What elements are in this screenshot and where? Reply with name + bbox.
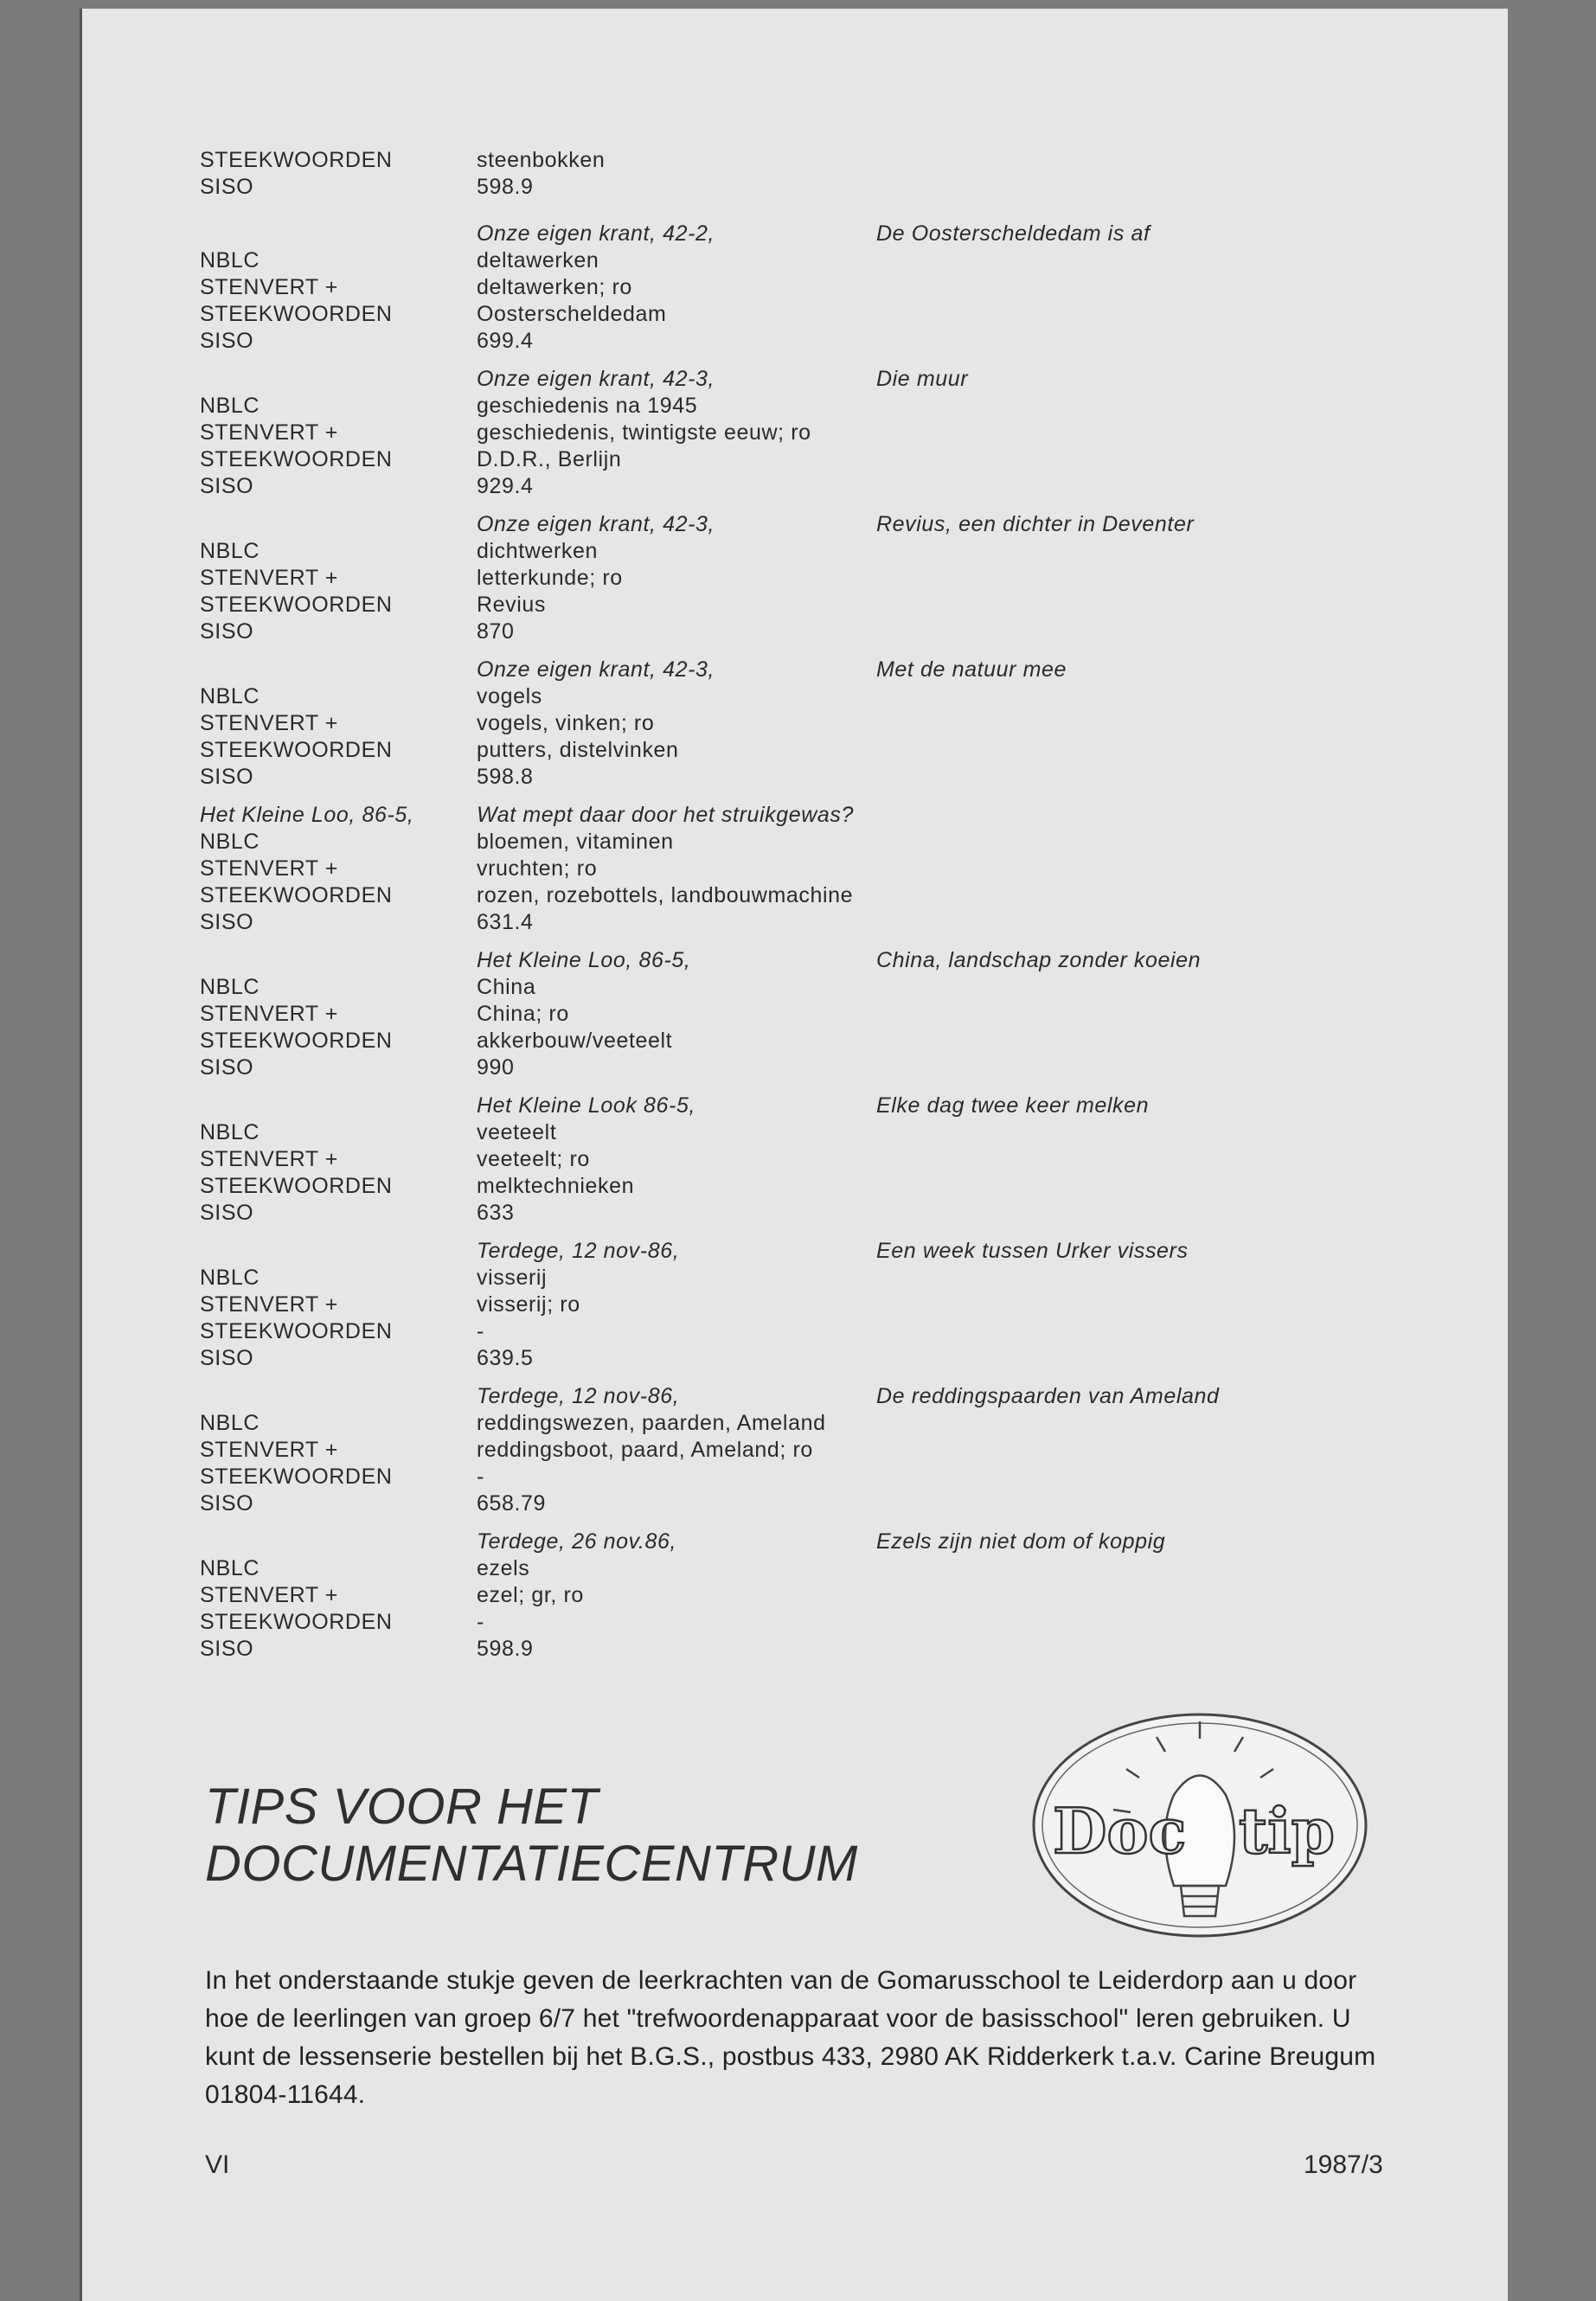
label-stenvert: STENVERT + <box>200 1002 338 1026</box>
article-title: De Oosterscheldedam is af <box>876 221 1151 246</box>
value-steekwoorden: rozen, rozebottels, landbouwmachine <box>477 883 854 907</box>
label-nblc: NBLC <box>200 684 260 708</box>
document-page <box>80 9 1508 2301</box>
value-steekwoorden: D.D.R., Berlijn <box>477 447 622 471</box>
value-nblc: veeteelt <box>477 1120 557 1144</box>
article-title: Elke dag twee keer melken <box>876 1093 1150 1118</box>
value-nblc: reddingswezen, paarden, Ameland <box>477 1411 826 1435</box>
value-stenvert: visserij; ro <box>477 1292 580 1317</box>
label-siso: SISO <box>200 329 254 353</box>
value-nblc: vogels <box>477 684 542 708</box>
source: Onze eigen krant, 42-3, <box>477 512 715 536</box>
source: Het Kleine Loo, 86-5, <box>477 948 691 972</box>
value-steekwoorden: akkerbouw/veeteelt <box>477 1029 673 1053</box>
label-steekwoorden: STEEKWOORDEN <box>200 1029 393 1053</box>
article-title: Een week tussen Urker vissers <box>876 1239 1189 1263</box>
label-siso: SISO <box>200 765 254 789</box>
article-title: Revius, een dichter in Deventer <box>876 512 1195 536</box>
heading-line-2: DOCUMENTATIECENTRUM <box>205 1836 858 1892</box>
value-siso: 598.9 <box>477 175 534 199</box>
source: Terdege, 12 nov-86, <box>477 1239 680 1263</box>
label-siso: SISO <box>200 1055 254 1080</box>
value-nblc: deltawerken <box>477 248 599 272</box>
doc-tip-logo <box>1027 1704 1373 1946</box>
value-stenvert: vruchten; ro <box>477 856 598 881</box>
source: Wat mept daar door het struikgewas? <box>477 803 855 827</box>
value-stenvert: reddingsboot, paard, Ameland; ro <box>477 1438 813 1462</box>
value-steekwoorden: steenbokken <box>477 148 606 172</box>
label-siso: SISO <box>200 474 254 498</box>
value-siso: 990 <box>477 1055 515 1080</box>
source: Terdege, 26 nov.86, <box>477 1529 677 1554</box>
label-steekwoorden: STEEKWOORDEN <box>200 1465 393 1489</box>
label-stenvert: STENVERT + <box>200 856 338 881</box>
value-stenvert: ezel; gr, ro <box>477 1583 584 1607</box>
label-steekwoorden: STEEKWOORDEN <box>200 738 393 762</box>
logo-text-left: Doc <box>1053 1794 1187 1868</box>
label-nblc: NBLC <box>200 394 260 418</box>
source: Onze eigen krant, 42-3, <box>477 367 715 391</box>
label-steekwoorden: STEEKWOORDEN <box>200 1610 393 1634</box>
label-stenvert: STENVERT + <box>200 711 338 735</box>
value-nblc: geschiedenis na 1945 <box>477 394 698 418</box>
label-nblc: NBLC <box>200 1556 260 1580</box>
value-nblc: visserij <box>477 1266 548 1290</box>
value-siso: 631.4 <box>477 910 534 934</box>
value-siso: 633 <box>477 1201 515 1225</box>
label-nblc: NBLC <box>200 248 260 272</box>
value-siso: 658.79 <box>477 1491 547 1516</box>
value-nblc: dichtwerken <box>477 539 598 563</box>
label-steekwoorden: STEEKWOORDEN <box>200 883 393 907</box>
label-steekwoorden: STEEKWOORDEN <box>200 302 393 326</box>
label-nblc: NBLC <box>200 1120 260 1144</box>
value-steekwoorden: melktechnieken <box>477 1174 635 1198</box>
value-steekwoorden: - <box>477 1319 484 1343</box>
label-steekwoorden: STEEKWOORDEN <box>200 593 393 617</box>
source: Onze eigen krant, 42-3, <box>477 657 715 682</box>
article-title: Ezels zijn niet dom of koppig <box>876 1529 1166 1554</box>
article-title: Met de natuur mee <box>876 657 1067 682</box>
label-nblc: NBLC <box>200 830 260 854</box>
value-stenvert: China; ro <box>477 1002 569 1026</box>
label-stenvert: STENVERT + <box>200 420 338 445</box>
source: Terdege, 12 nov-86, <box>477 1384 680 1408</box>
value-siso: 598.9 <box>477 1637 534 1661</box>
value-nblc: bloemen, vitaminen <box>477 830 674 854</box>
source: Het Kleine Look 86-5, <box>477 1093 696 1118</box>
label-steekwoorden: STEEKWOORDEN <box>200 148 393 172</box>
label-siso: SISO <box>200 1346 254 1370</box>
value-siso: 929.4 <box>477 474 534 498</box>
label-steekwoorden: STEEKWOORDEN <box>200 1174 393 1198</box>
value-stenvert: veeteelt; ro <box>477 1147 590 1171</box>
value-siso: 870 <box>477 619 515 644</box>
article-title: China, landschap zonder koeien <box>876 948 1202 972</box>
label-stenvert: STENVERT + <box>200 1438 338 1462</box>
label-stenvert: STENVERT + <box>200 566 338 590</box>
source-left: Het Kleine Loo, 86-5, <box>200 803 414 827</box>
label-nblc: NBLC <box>200 1411 260 1435</box>
source: Onze eigen krant, 42-2, <box>477 221 715 246</box>
logo-text-right: tip <box>1239 1794 1335 1868</box>
value-steekwoorden: - <box>477 1465 484 1489</box>
heading-line-1: TIPS VOOR HET <box>205 1779 599 1835</box>
article-title: Die muur <box>876 367 969 391</box>
value-steekwoorden: Oosterscheldedam <box>477 302 667 326</box>
label-steekwoorden: STEEKWOORDEN <box>200 447 393 471</box>
label-nblc: NBLC <box>200 975 260 999</box>
value-stenvert: geschiedenis, twintigste eeuw; ro <box>477 420 811 445</box>
label-stenvert: STENVERT + <box>200 1292 338 1317</box>
value-siso: 598.8 <box>477 765 534 789</box>
label-nblc: NBLC <box>200 539 260 563</box>
value-siso: 639.5 <box>477 1346 534 1370</box>
page-number: VI <box>205 2150 230 2179</box>
value-stenvert: deltawerken; ro <box>477 275 632 299</box>
issue-number: 1987/3 <box>1304 2150 1383 2179</box>
label-siso: SISO <box>200 1637 254 1661</box>
value-steekwoorden: putters, distelvinken <box>477 738 679 762</box>
label-stenvert: STENVERT + <box>200 275 338 299</box>
label-siso: SISO <box>200 175 254 199</box>
article-title: De reddingspaarden van Ameland <box>876 1384 1220 1408</box>
label-siso: SISO <box>200 910 254 934</box>
section-heading <box>205 1779 858 1893</box>
value-steekwoorden: Revius <box>477 593 547 617</box>
label-siso: SISO <box>200 619 254 644</box>
label-siso: SISO <box>200 1201 254 1225</box>
label-steekwoorden: STEEKWOORDEN <box>200 1319 393 1343</box>
value-steekwoorden: - <box>477 1610 484 1634</box>
label-stenvert: STENVERT + <box>200 1583 338 1607</box>
value-stenvert: vogels, vinken; ro <box>477 711 655 735</box>
intro-paragraph: In het onderstaande stukje geven de leerkrachten van de Gomarusschool te Leiderdorp aan u door hoe de leerlingen van groep 6/7 het "trefwoordenapparaat voor de basisschool" leren gebruiken. U kunt de lessenserie bestellen bij het B.G.S., postbus 433, 2980 AK Ridderkerk t.a.v. Carine Breugum 01804-11644. <box>205 1966 1376 2109</box>
label-stenvert: STENVERT + <box>200 1147 338 1171</box>
value-stenvert: letterkunde; ro <box>477 566 623 590</box>
value-nblc: China <box>477 975 536 999</box>
value-siso: 699.4 <box>477 329 534 353</box>
value-nblc: ezels <box>477 1556 530 1580</box>
label-nblc: NBLC <box>200 1266 260 1290</box>
label-siso: SISO <box>200 1491 254 1516</box>
